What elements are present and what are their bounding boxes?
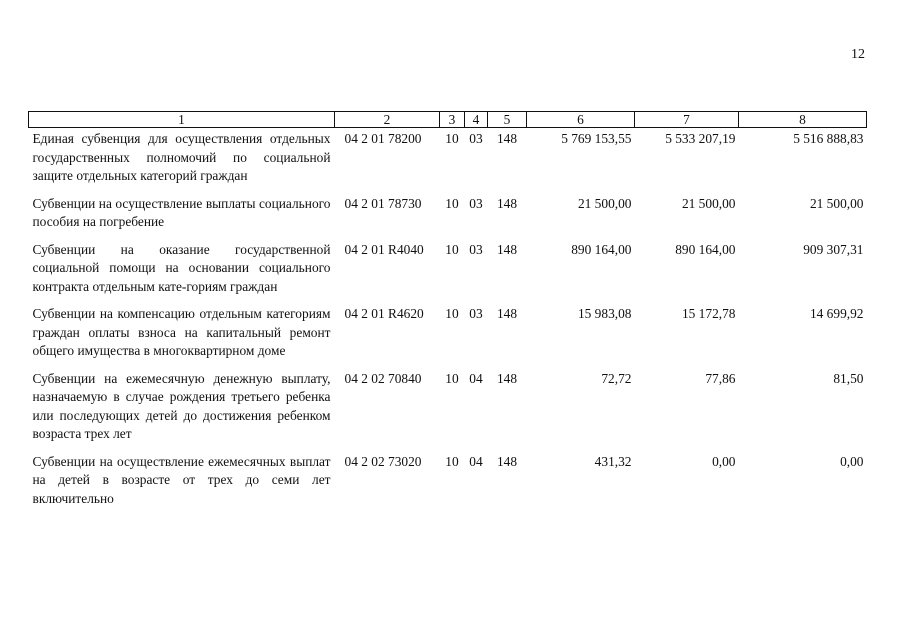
row-section: 10 — [445, 131, 459, 146]
row-value-6: 72,72 — [601, 370, 632, 386]
column-header: 6 — [527, 112, 635, 128]
row-value-8: 909 307,31 — [803, 241, 864, 257]
row-expense-type: 148 — [496, 131, 518, 146]
row-value-6: 15 983,08 — [577, 306, 632, 321]
row-value-7: 890 164,00 — [675, 241, 736, 257]
row-value-7: 15 172,78 — [681, 306, 736, 321]
budget-table — [28, 111, 867, 515]
row-section: 10 — [445, 195, 459, 211]
row-section: 10 — [445, 306, 459, 321]
row-value-8: 14 699,92 — [809, 306, 864, 321]
row-section: 10 — [445, 241, 459, 257]
row-name: Субвенции на оказание государственной социальной помощи на основании социального контракта отдельным кате-гориям граждан — [32, 241, 331, 294]
row-expense-type: 148 — [496, 370, 518, 386]
page-number: 12 — [851, 47, 865, 62]
row-section: 10 — [445, 370, 459, 386]
row-name: Единая субвенция для осуществления отдельных государственных полномочий по социальной защите отдельных категорий граждан — [32, 131, 331, 183]
row-code: 04 2 01 78730 — [344, 195, 422, 211]
row-subsection: 03 — [469, 131, 483, 146]
row-value-7: 0,00 — [712, 453, 736, 469]
row-expense-type: 148 — [496, 241, 518, 257]
table-row — [29, 303, 867, 368]
row-value-8: 0,00 — [840, 453, 864, 469]
column-header: 7 — [635, 112, 739, 128]
table-row — [29, 368, 867, 451]
row-expense-type: 148 — [496, 306, 518, 321]
column-header: 1 — [29, 112, 335, 128]
row-code: 04 2 02 70840 — [344, 370, 422, 386]
table-row — [29, 193, 867, 239]
row-value-6: 431,32 — [594, 453, 632, 469]
row-value-7: 5 533 207,19 — [665, 131, 736, 146]
row-code: 04 2 01 R4620 — [344, 306, 424, 321]
row-name: Субвенции на осуществление ежемесячных выплат на детей в возрасте от трех до семи лет включительно — [32, 453, 331, 506]
table-row — [29, 239, 867, 304]
column-header: 5 — [488, 112, 527, 128]
column-header: 8 — [739, 112, 867, 128]
row-value-8: 21 500,00 — [809, 195, 864, 211]
row-expense-type: 148 — [496, 453, 518, 469]
row-value-6: 21 500,00 — [577, 195, 632, 211]
row-value-7: 77,86 — [705, 370, 736, 386]
row-code: 04 2 02 73020 — [344, 453, 422, 469]
row-value-6: 5 769 153,55 — [561, 131, 632, 146]
row-subsection: 04 — [469, 370, 483, 386]
column-header: 2 — [335, 112, 440, 128]
row-subsection: 03 — [469, 241, 483, 257]
row-subsection: 03 — [469, 306, 483, 321]
row-value-7: 21 500,00 — [681, 195, 736, 211]
row-name: Субвенции на компенсацию отдельным категориям граждан оплаты взноса на капитальный ремонт общего имущества в многоквартирном доме — [32, 306, 331, 358]
row-name: Субвенции на осуществление выплаты социального пособия на погребение — [32, 195, 331, 229]
table-row — [29, 451, 867, 516]
column-header: 4 — [465, 112, 488, 128]
row-code: 04 2 01 78200 — [344, 131, 422, 146]
table-row — [29, 128, 867, 193]
row-expense-type: 148 — [496, 195, 518, 211]
column-header: 3 — [440, 112, 465, 128]
row-section: 10 — [445, 453, 459, 469]
header-row — [29, 112, 867, 128]
row-subsection: 04 — [469, 453, 483, 469]
row-value-6: 890 164,00 — [571, 241, 632, 257]
row-name: Субвенции на ежемесячную денежную выплату, назначаемую в случае рождения третьего ребенка или последующих детей до достижения ребенком возраста трех лет — [32, 370, 331, 441]
row-value-8: 81,50 — [833, 370, 864, 386]
row-subsection: 03 — [469, 195, 483, 211]
row-value-8: 5 516 888,83 — [793, 131, 864, 146]
row-code: 04 2 01 R4040 — [344, 241, 424, 257]
